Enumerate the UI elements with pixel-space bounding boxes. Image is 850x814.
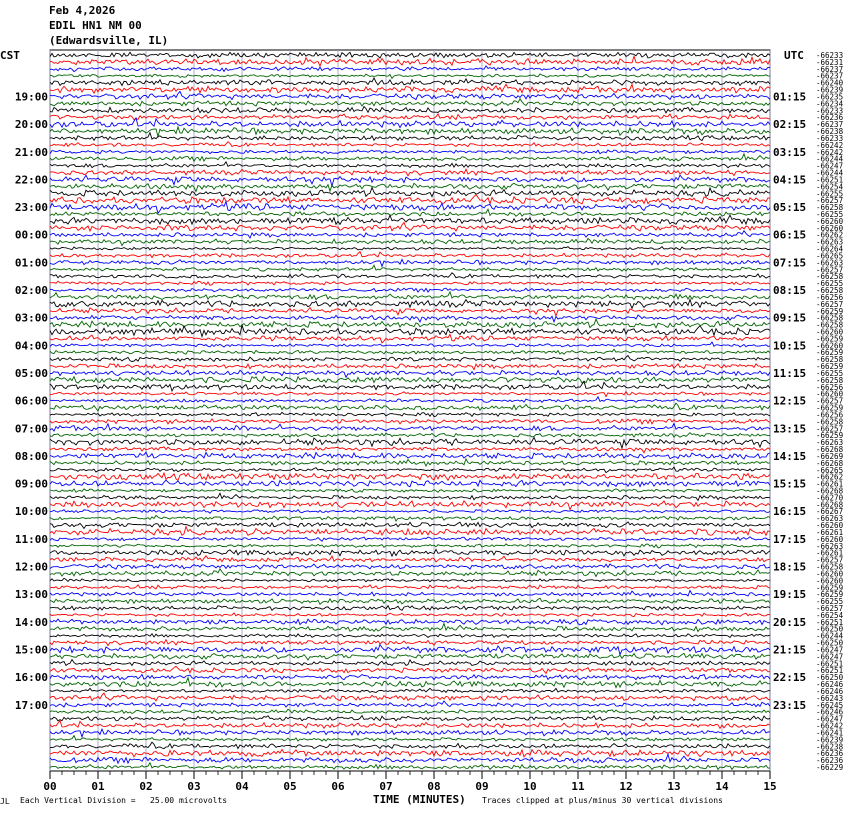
trace-offset-label: -66251 — [816, 666, 844, 676]
trace-offset-label: -66258 — [816, 417, 844, 427]
seismic-trace — [50, 247, 770, 250]
left-hour-label: 19:00 — [14, 90, 48, 104]
trace-offset-label: -66236 — [816, 749, 844, 759]
seismic-trace — [50, 613, 770, 617]
seismic-trace — [50, 299, 770, 308]
trace-offset-label: -66238 — [816, 127, 844, 137]
right-zone-label: UTC — [784, 49, 804, 62]
seismic-trace — [50, 342, 770, 347]
x-tick-label: 11 — [571, 780, 585, 793]
seismic-trace — [50, 480, 770, 487]
trace-offset-label: -66257 — [816, 604, 844, 614]
seismic-trace — [50, 403, 770, 411]
trace-offset-label: -66231 — [816, 57, 844, 67]
trace-offset-label: -66263 — [816, 237, 844, 247]
left-zone-label: CST — [0, 49, 20, 62]
seismic-trace — [50, 660, 770, 666]
right-hour-label: 09:15 — [773, 311, 807, 325]
location-label: (Edwardsville, IL) — [49, 34, 169, 47]
trace-offset-label: -66242 — [816, 140, 844, 150]
trace-offset-label: -66247 — [816, 161, 844, 171]
seismic-trace — [50, 510, 770, 514]
trace-offset-label: -66251 — [816, 175, 844, 185]
trace-offset-label: -66263 — [816, 514, 844, 524]
trace-offset-label: -66258 — [816, 562, 844, 572]
seismic-trace — [50, 56, 770, 66]
trace-offset-label: -66239 — [816, 735, 844, 745]
trace-offset-label: -66256 — [816, 410, 844, 420]
trace-offset-label: -66270 — [816, 493, 844, 503]
left-hour-label: 03:00 — [14, 311, 48, 325]
trace-offset-label: -66259 — [816, 583, 844, 593]
trace-offset-label: -66259 — [816, 590, 844, 600]
trace-offset-label: -66246 — [816, 686, 844, 696]
right-hour-label: 12:15 — [773, 394, 807, 408]
seismic-trace — [50, 749, 770, 757]
trace-offset-label: -66242 — [816, 721, 844, 731]
trace-offset-label: -66246 — [816, 707, 844, 717]
seismic-trace — [50, 349, 770, 354]
trace-offset-label: -66244 — [816, 168, 844, 178]
trace-offset-label: -66257 — [816, 299, 844, 309]
trace-offset-label: -66255 — [816, 597, 844, 607]
seismic-trace — [50, 99, 770, 106]
trace-offset-label: -66237 — [816, 120, 844, 130]
seismic-trace — [50, 742, 770, 749]
seismic-trace — [50, 489, 770, 492]
trace-offset-label: -66246 — [816, 680, 844, 690]
right-hour-label: 16:15 — [773, 505, 807, 519]
left-hour-label: 20:00 — [14, 118, 48, 132]
trace-offset-label: -66260 — [816, 389, 844, 399]
left-hour-label: 02:00 — [14, 284, 48, 298]
right-hour-label: 18:15 — [773, 560, 807, 574]
seismic-trace — [50, 666, 770, 673]
trace-offset-label: -66258 — [816, 313, 844, 323]
seismic-trace — [50, 84, 770, 93]
station-label: EDIL HN1 NM 00 — [49, 19, 142, 32]
seismic-trace — [50, 527, 770, 536]
seismic-trace — [50, 150, 770, 154]
trace-offset-label: -66268 — [816, 500, 844, 510]
trace-offset-label: -66268 — [816, 486, 844, 496]
seismic-trace — [50, 66, 770, 72]
trace-offset-label: -66259 — [816, 334, 844, 344]
trace-offset-label: -66244 — [816, 631, 844, 641]
trace-offset-label: -66255 — [816, 368, 844, 378]
seismic-trace — [50, 578, 770, 581]
trace-offset-label: -66254 — [816, 610, 844, 620]
trace-offset-label: -66263 — [816, 258, 844, 268]
trace-offset-label: -66255 — [816, 209, 844, 219]
seismic-trace — [50, 377, 770, 384]
trace-offset-label: -66263 — [816, 438, 844, 448]
trace-offset-label: -66260 — [816, 521, 844, 531]
trace-offset-label: -66260 — [816, 569, 844, 579]
trace-offset-label: -66267 — [816, 507, 844, 517]
seismic-trace — [50, 202, 770, 214]
right-hour-label: 22:15 — [773, 671, 807, 685]
x-tick-label: 14 — [715, 780, 729, 793]
seismic-trace — [50, 215, 770, 224]
trace-offset-label: -66237 — [816, 71, 844, 81]
seismic-trace — [50, 107, 770, 114]
seismic-trace — [50, 537, 770, 541]
trace-offset-label: -66259 — [816, 403, 844, 413]
seismic-trace — [50, 91, 770, 99]
left-hour-label: 01:00 — [14, 256, 48, 270]
right-hour-label: 20:15 — [773, 615, 807, 629]
trace-offset-label: -66259 — [816, 306, 844, 316]
trace-offset-label: -66257 — [816, 424, 844, 434]
right-hour-label: 21:15 — [773, 643, 807, 657]
seismic-trace — [50, 223, 770, 232]
trace-offset-label: -66257 — [816, 555, 844, 565]
right-hour-label: 08:15 — [773, 284, 807, 298]
seismic-trace — [50, 640, 770, 646]
seismic-trace — [50, 288, 770, 292]
x-tick-label: 06 — [331, 780, 345, 793]
trace-offset-label: -66259 — [816, 431, 844, 441]
trace-offset-label: -66263 — [816, 541, 844, 551]
trace-offset-label: -66238 — [816, 742, 844, 752]
seismic-trace — [50, 231, 770, 238]
seismic-trace — [50, 273, 770, 278]
trace-offset-label: -66243 — [816, 693, 844, 703]
x-tick-label: 08 — [427, 780, 441, 793]
trace-offset-label: -66260 — [816, 341, 844, 351]
trace-offset-label: -66258 — [816, 286, 844, 296]
seismic-trace — [50, 259, 770, 266]
seismic-trace — [50, 501, 770, 510]
x-tick-label: 00 — [43, 780, 57, 793]
left-hour-label: 06:00 — [14, 394, 48, 408]
trace-offset-label: -66261 — [816, 527, 844, 537]
trace-offset-label: -66254 — [816, 182, 844, 192]
seismic-trace — [50, 118, 770, 128]
seismic-trace — [50, 142, 770, 147]
seismic-trace — [50, 452, 770, 459]
right-hour-label: 07:15 — [773, 256, 807, 270]
trace-offset-label: -66257 — [816, 396, 844, 406]
seismic-trace — [50, 188, 770, 197]
trace-offset-label: -66250 — [816, 638, 844, 648]
trace-offset-label: -66247 — [816, 714, 844, 724]
seismic-trace — [50, 239, 770, 246]
trace-offset-label: -66233 — [816, 51, 844, 60]
seismic-trace — [50, 709, 770, 713]
right-hour-label: 19:15 — [773, 588, 807, 602]
left-hour-label: 07:00 — [14, 422, 48, 436]
right-hour-label: 17:15 — [773, 532, 807, 546]
trace-offset-label: -66240 — [816, 78, 844, 88]
x-axis-title: TIME (MINUTES) — [373, 793, 466, 806]
seismic-trace — [50, 78, 770, 86]
seismic-trace — [50, 423, 770, 431]
seismic-trace — [50, 493, 770, 500]
trace-offset-label: -66258 — [816, 375, 844, 385]
seismic-trace — [50, 175, 770, 186]
seismic-trace — [50, 437, 770, 448]
trace-offset-label: -66265 — [816, 465, 844, 475]
x-tick-label: 01 — [91, 780, 105, 793]
left-hour-label: 17:00 — [14, 698, 48, 712]
x-tick-label: 10 — [523, 780, 537, 793]
seismic-trace — [50, 308, 770, 316]
x-tick-label: 09 — [475, 780, 489, 793]
seismic-trace — [50, 127, 770, 137]
trace-offset-label: -66261 — [816, 548, 844, 558]
trace-offset-label: -66233 — [816, 106, 844, 116]
seismic-trace — [50, 370, 770, 377]
seismic-trace — [50, 721, 770, 729]
seismic-trace — [50, 412, 770, 416]
trace-offset-label: -66262 — [816, 230, 844, 240]
left-hour-label: 11:00 — [14, 532, 48, 546]
right-hour-label: 02:15 — [773, 118, 807, 132]
trace-offset-label: -66255 — [816, 189, 844, 199]
trace-offset-label: -66262 — [816, 472, 844, 482]
seismic-trace — [50, 763, 770, 770]
right-hour-label: 10:15 — [773, 339, 807, 353]
trace-offset-label: -66257 — [816, 196, 844, 206]
seismic-trace — [50, 473, 770, 480]
right-hour-label: 06:15 — [773, 228, 807, 242]
seismic-trace — [50, 281, 770, 285]
seismic-trace — [50, 736, 770, 742]
seismic-trace — [50, 569, 770, 577]
seismic-trace — [50, 52, 770, 58]
trace-offset-label: -66250 — [816, 624, 844, 634]
seismic-trace — [50, 114, 770, 120]
trace-offset-label: -66258 — [816, 203, 844, 213]
seismic-trace — [50, 169, 770, 176]
trace-offset-label: -66258 — [816, 272, 844, 282]
seismic-trace — [50, 356, 770, 362]
trace-offset-label: -66229 — [816, 763, 844, 772]
trace-offset-label: -66260 — [816, 327, 844, 337]
trace-offset-label: -66242 — [816, 147, 844, 157]
seismic-trace — [50, 556, 770, 562]
corner-mark: JL — [0, 797, 10, 806]
left-hour-label: 04:00 — [14, 339, 48, 353]
trace-offset-label: -66236 — [816, 113, 844, 123]
trace-offset-label: -66251 — [816, 659, 844, 669]
seismic-trace — [50, 606, 770, 611]
seismic-trace — [50, 392, 770, 397]
seismic-trace — [50, 544, 770, 548]
right-hour-label: 05:15 — [773, 201, 807, 215]
x-tick-label: 15 — [763, 780, 777, 793]
trace-offset-label: -66260 — [816, 216, 844, 226]
seismic-trace — [50, 364, 770, 370]
trace-offset-label: -66257 — [816, 265, 844, 275]
trace-offset-label: -66265 — [816, 251, 844, 261]
left-hour-label: 14:00 — [14, 615, 48, 629]
left-hour-label: 10:00 — [14, 505, 48, 519]
left-hour-label: 21:00 — [14, 145, 48, 159]
trace-offset-label: -66264 — [816, 244, 844, 254]
trace-offset-label: -66237 — [816, 64, 844, 74]
seismic-trace — [50, 459, 770, 466]
left-hour-label: 15:00 — [14, 643, 48, 657]
trace-offset-label: -66236 — [816, 756, 844, 766]
left-hour-label: 05:00 — [14, 366, 48, 380]
left-hour-label: 12:00 — [14, 560, 48, 574]
trace-offset-label: -66234 — [816, 99, 844, 109]
seismic-trace — [50, 598, 770, 604]
x-tick-label: 07 — [379, 780, 393, 793]
seismic-trace — [50, 467, 770, 472]
x-tick-label: 02 — [139, 780, 153, 793]
right-hour-label: 03:15 — [773, 145, 807, 159]
right-hour-label: 14:15 — [773, 449, 807, 463]
trace-offset-label: -66247 — [816, 645, 844, 655]
seismic-trace — [50, 591, 770, 598]
seismic-trace — [50, 133, 770, 141]
x-tick-label: 04 — [235, 780, 249, 793]
trace-offset-label: -66259 — [816, 362, 844, 372]
trace-offset-label: -66241 — [816, 728, 844, 738]
left-hour-label: 16:00 — [14, 671, 48, 685]
left-hour-label: 08:00 — [14, 449, 48, 463]
seismic-trace — [50, 252, 770, 258]
left-hour-label: 22:00 — [14, 173, 48, 187]
seismic-trace — [50, 678, 770, 688]
seismic-trace — [50, 154, 770, 161]
seismic-trace — [50, 619, 770, 625]
right-hour-label: 04:15 — [773, 173, 807, 187]
trace-offset-label: -66268 — [816, 445, 844, 455]
seismic-trace — [50, 549, 770, 556]
x-tick-label: 05 — [283, 780, 297, 793]
right-hour-label: 11:15 — [773, 366, 807, 380]
seismic-trace — [50, 701, 770, 707]
seismic-trace — [50, 564, 770, 569]
right-hour-label: 23:15 — [773, 698, 807, 712]
seismic-trace — [50, 162, 770, 168]
x-tick-label: 03 — [187, 780, 201, 793]
plot-frame — [50, 50, 770, 771]
trace-offset-label: -66258 — [816, 320, 844, 330]
seismic-trace — [50, 729, 770, 737]
clip-note: Traces clipped at plus/minus 30 vertical divisions — [482, 796, 723, 805]
seismic-trace — [50, 522, 770, 529]
trace-offset-label: -66260 — [816, 534, 844, 544]
trace-offset-label: -66245 — [816, 700, 844, 710]
seismic-trace — [50, 325, 770, 337]
scale-note: Each Vertical Division = 25.00 microvolts — [20, 796, 228, 805]
x-tick-label: 12 — [619, 780, 633, 793]
trace-offset-label: -66255 — [816, 279, 844, 289]
seismic-trace — [50, 674, 770, 680]
seismic-trace — [50, 585, 770, 589]
seismic-trace — [50, 447, 770, 453]
trace-offset-label: -66269 — [816, 451, 844, 461]
trace-offset-label: -66250 — [816, 673, 844, 683]
seismic-trace — [50, 419, 770, 424]
trace-offset-label: -66260 — [816, 576, 844, 586]
left-hour-label: 09:00 — [14, 477, 48, 491]
seismic-trace — [50, 716, 770, 721]
trace-offset-label: -66258 — [816, 355, 844, 365]
seismic-trace — [50, 397, 770, 403]
left-hour-label: 23:00 — [14, 201, 48, 215]
left-hour-label: 00:00 — [14, 228, 48, 242]
trace-offset-label: -66261 — [816, 479, 844, 489]
right-hour-label: 15:15 — [773, 477, 807, 491]
trace-offset-label: -66256 — [816, 292, 844, 302]
seismic-trace — [50, 265, 770, 271]
left-hour-label: 13:00 — [14, 588, 48, 602]
right-hour-label: 01:15 — [773, 90, 807, 104]
trace-offset-label: -66268 — [816, 458, 844, 468]
trace-offset-label: -66251 — [816, 617, 844, 627]
trace-offset-label: -66256 — [816, 382, 844, 392]
seismic-trace — [50, 693, 770, 701]
trace-offset-label: -66235 — [816, 92, 844, 102]
date-label: Feb 4,2026 — [49, 4, 116, 17]
trace-offset-label: -66247 — [816, 652, 844, 662]
seismic-trace — [50, 688, 770, 692]
seismic-trace — [50, 645, 770, 655]
right-hour-label: 13:15 — [773, 422, 807, 436]
seismic-trace — [50, 634, 770, 638]
trace-offset-label: -66260 — [816, 223, 844, 233]
seismic-trace — [50, 292, 770, 300]
trace-offset-label: -66244 — [816, 154, 844, 164]
trace-offset-label: -66239 — [816, 85, 844, 95]
seismic-trace — [50, 433, 770, 438]
seismic-trace — [50, 334, 770, 343]
seismic-trace — [50, 382, 770, 392]
x-tick-label: 13 — [667, 780, 681, 793]
trace-offset-label: -66233 — [816, 133, 844, 143]
seismic-trace — [50, 74, 770, 78]
trace-offset-label: -66259 — [816, 348, 844, 358]
seismic-trace — [50, 515, 770, 521]
